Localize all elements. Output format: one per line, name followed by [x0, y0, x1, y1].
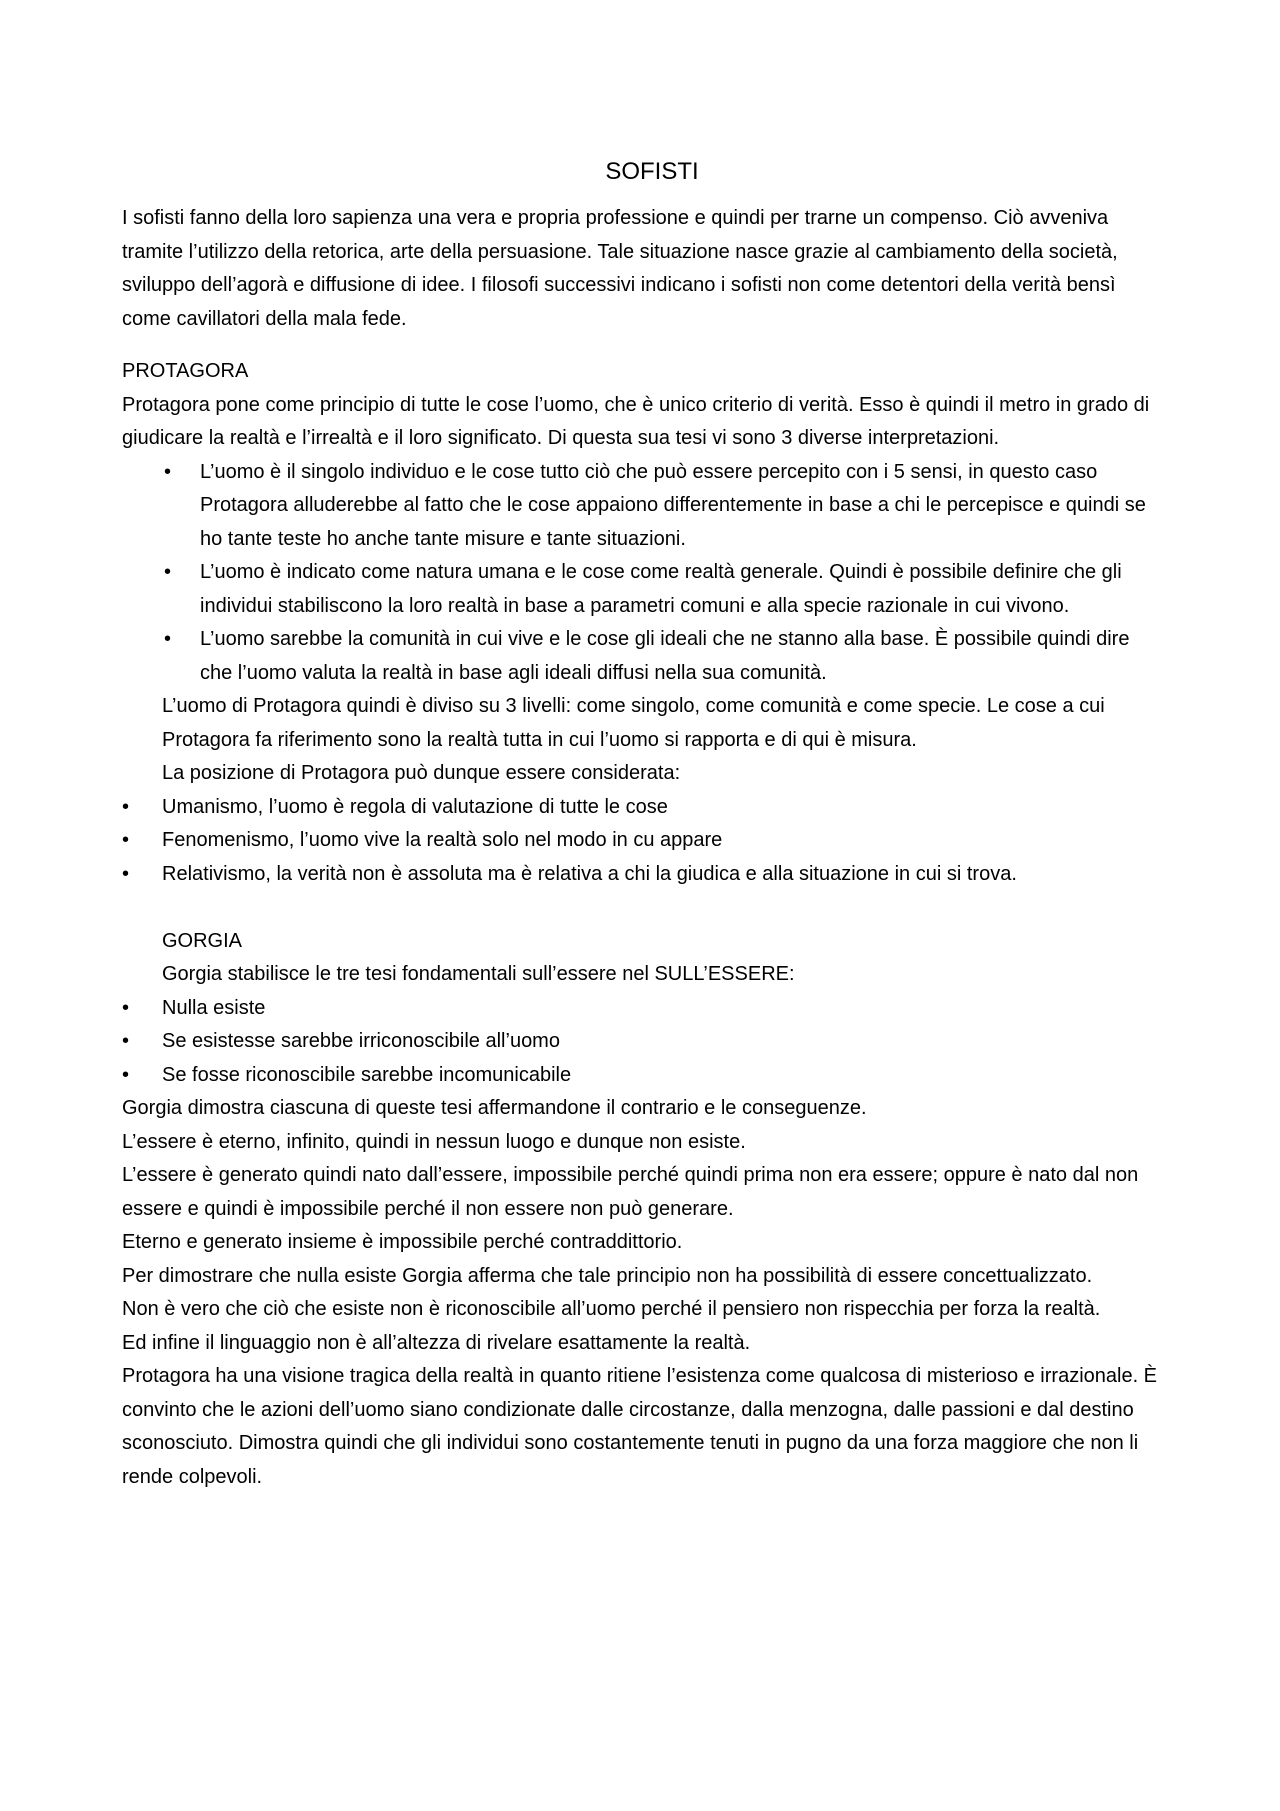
gorgia-line: Per dimostrare che nulla esiste Gorgia afferma che tale principio non ha possibilità di essere concettualizzato. — [122, 1264, 1093, 1287]
gorgia-line: Non è vero che ciò che esiste non è riconoscibile all’uomo perché il pensiero non rispecchia per forza la realtà. — [122, 1298, 1101, 1320]
list-item: • L’uomo sarebbe la comunità in cui vive e le cose gli ideali che ne stanno alla base. È possibile quindi dire che l’uomo valuta la realtà in base agli ideali diffusi nella sua comunità. — [122, 623, 1162, 690]
protagora-heading: PROTAGORA — [122, 360, 249, 382]
spacer — [122, 891, 1162, 925]
list-item: • L’uomo è il singolo individuo e le cose tutto ciò che può essere percepito con i 5 sensi, in questo caso Protagora alluderebbe al fatto che le cose appaiono differentemente in base a chi le percepisce e quindi se ho tante teste ho anche tante misure e tante situazioni. — [122, 456, 1162, 557]
gorgia-line: Eterno e generato insieme è impossibile perché contraddittorio. — [122, 1231, 683, 1253]
list-item: • Se fosse riconoscibile sarebbe incomunicabile — [122, 1059, 1162, 1093]
gorgia-heading: GORGIA — [162, 929, 243, 952]
gorgia-line: Gorgia dimostra ciascuna di queste tesi affermandone il contrario e le conseguenze. — [122, 1097, 867, 1119]
list-item: • Fenomenismo, l’uomo vive la realtà solo nel modo in cu appare — [122, 824, 1162, 858]
list-item: • L’uomo è indicato come natura umana e le cose come realtà generale. Quindi è possibile definire che gli individui stabiliscono la loro realtà in base a parametri comuni e alla specie razionale in cui vivono. — [122, 556, 1162, 623]
gorgia-section — [122, 925, 1162, 1495]
gorgia-line: Ed infine il linguaggio non è all’altezza di rivelare esattamente la realtà. — [122, 1331, 751, 1354]
theses-list — [122, 992, 1162, 1093]
gorgia-line: Protagora ha una visione tragica della realtà in quanto ritiene l’esistenza come qualcosa di misterioso e irrazionale. È convinto che le azioni dell’uomo siano condizionate dalle circostanze, dalla menzogna, dalle passioni e dal destino sconosciuto. Dimostra quindi che gli individui sono costantemente tenuti in pugno da una forza maggiore che non li rende colpevoli. — [122, 1365, 1158, 1488]
intro-paragraph: I sofisti fanno della loro sapienza una vera e propria professione e quindi per trarne un compenso. Ciò avveniva tramite l’utilizzo della retorica, arte della persuasione. Tale situazione nasce grazie al cambiamento della società, sviluppo dell’agorà e diffusione di idee. I filosofi successivi indicano i sofisti non come detentori della verità bensì come cavillatori della mala fede. — [122, 207, 1118, 330]
positions-list — [122, 791, 1162, 892]
list-item: • Relativismo, la verità non è assoluta ma è relativa a chi la giudica e alla situazione in cui si trova. — [122, 858, 1162, 892]
page-title: SOFISTI — [605, 158, 699, 185]
list-item: • Umanismo, l’uomo è regola di valutazione di tutte le cose — [122, 791, 1162, 825]
gorgia-line: L’essere è eterno, infinito, quindi in nessun luogo e dunque non esiste. — [122, 1130, 746, 1153]
list-item: • Nulla esiste — [122, 992, 1162, 1026]
protagora-summary: L’uomo di Protagora quindi è diviso su 3 livelli: come singolo, come comunità e come specie. Le cose a cui Protagora fa riferimento sono la realtà tutta in cui l’uomo si rapporta e di qui è misura. — [162, 695, 1105, 751]
protagora-section — [122, 355, 1162, 891]
position-intro: La posizione di Protagora può dunque essere considerata: — [162, 762, 681, 784]
list-item: • Se esistesse sarebbe irriconoscibile all’uomo — [122, 1025, 1162, 1059]
gorgia-line: L’essere è generato quindi nato dall’essere, impossibile perché quindi prima non era essere; oppure è nato dal non essere e quindi è impossibile perché il non essere non può generare. — [122, 1164, 1139, 1220]
interpretations-list — [122, 456, 1162, 691]
document-page — [122, 152, 1162, 1494]
protagora-intro: Protagora pone come principio di tutte le cose l’uomo, che è unico criterio di verità. Esso è quindi il metro in grado di giudicare la realtà e l’irrealtà e il loro significato. Di questa sua tesi vi sono 3 diverse interpretazioni. — [122, 393, 1150, 449]
gorgia-intro: Gorgia stabilisce le tre tesi fondamentali sull’essere nel SULL’ESSERE: — [162, 963, 795, 985]
